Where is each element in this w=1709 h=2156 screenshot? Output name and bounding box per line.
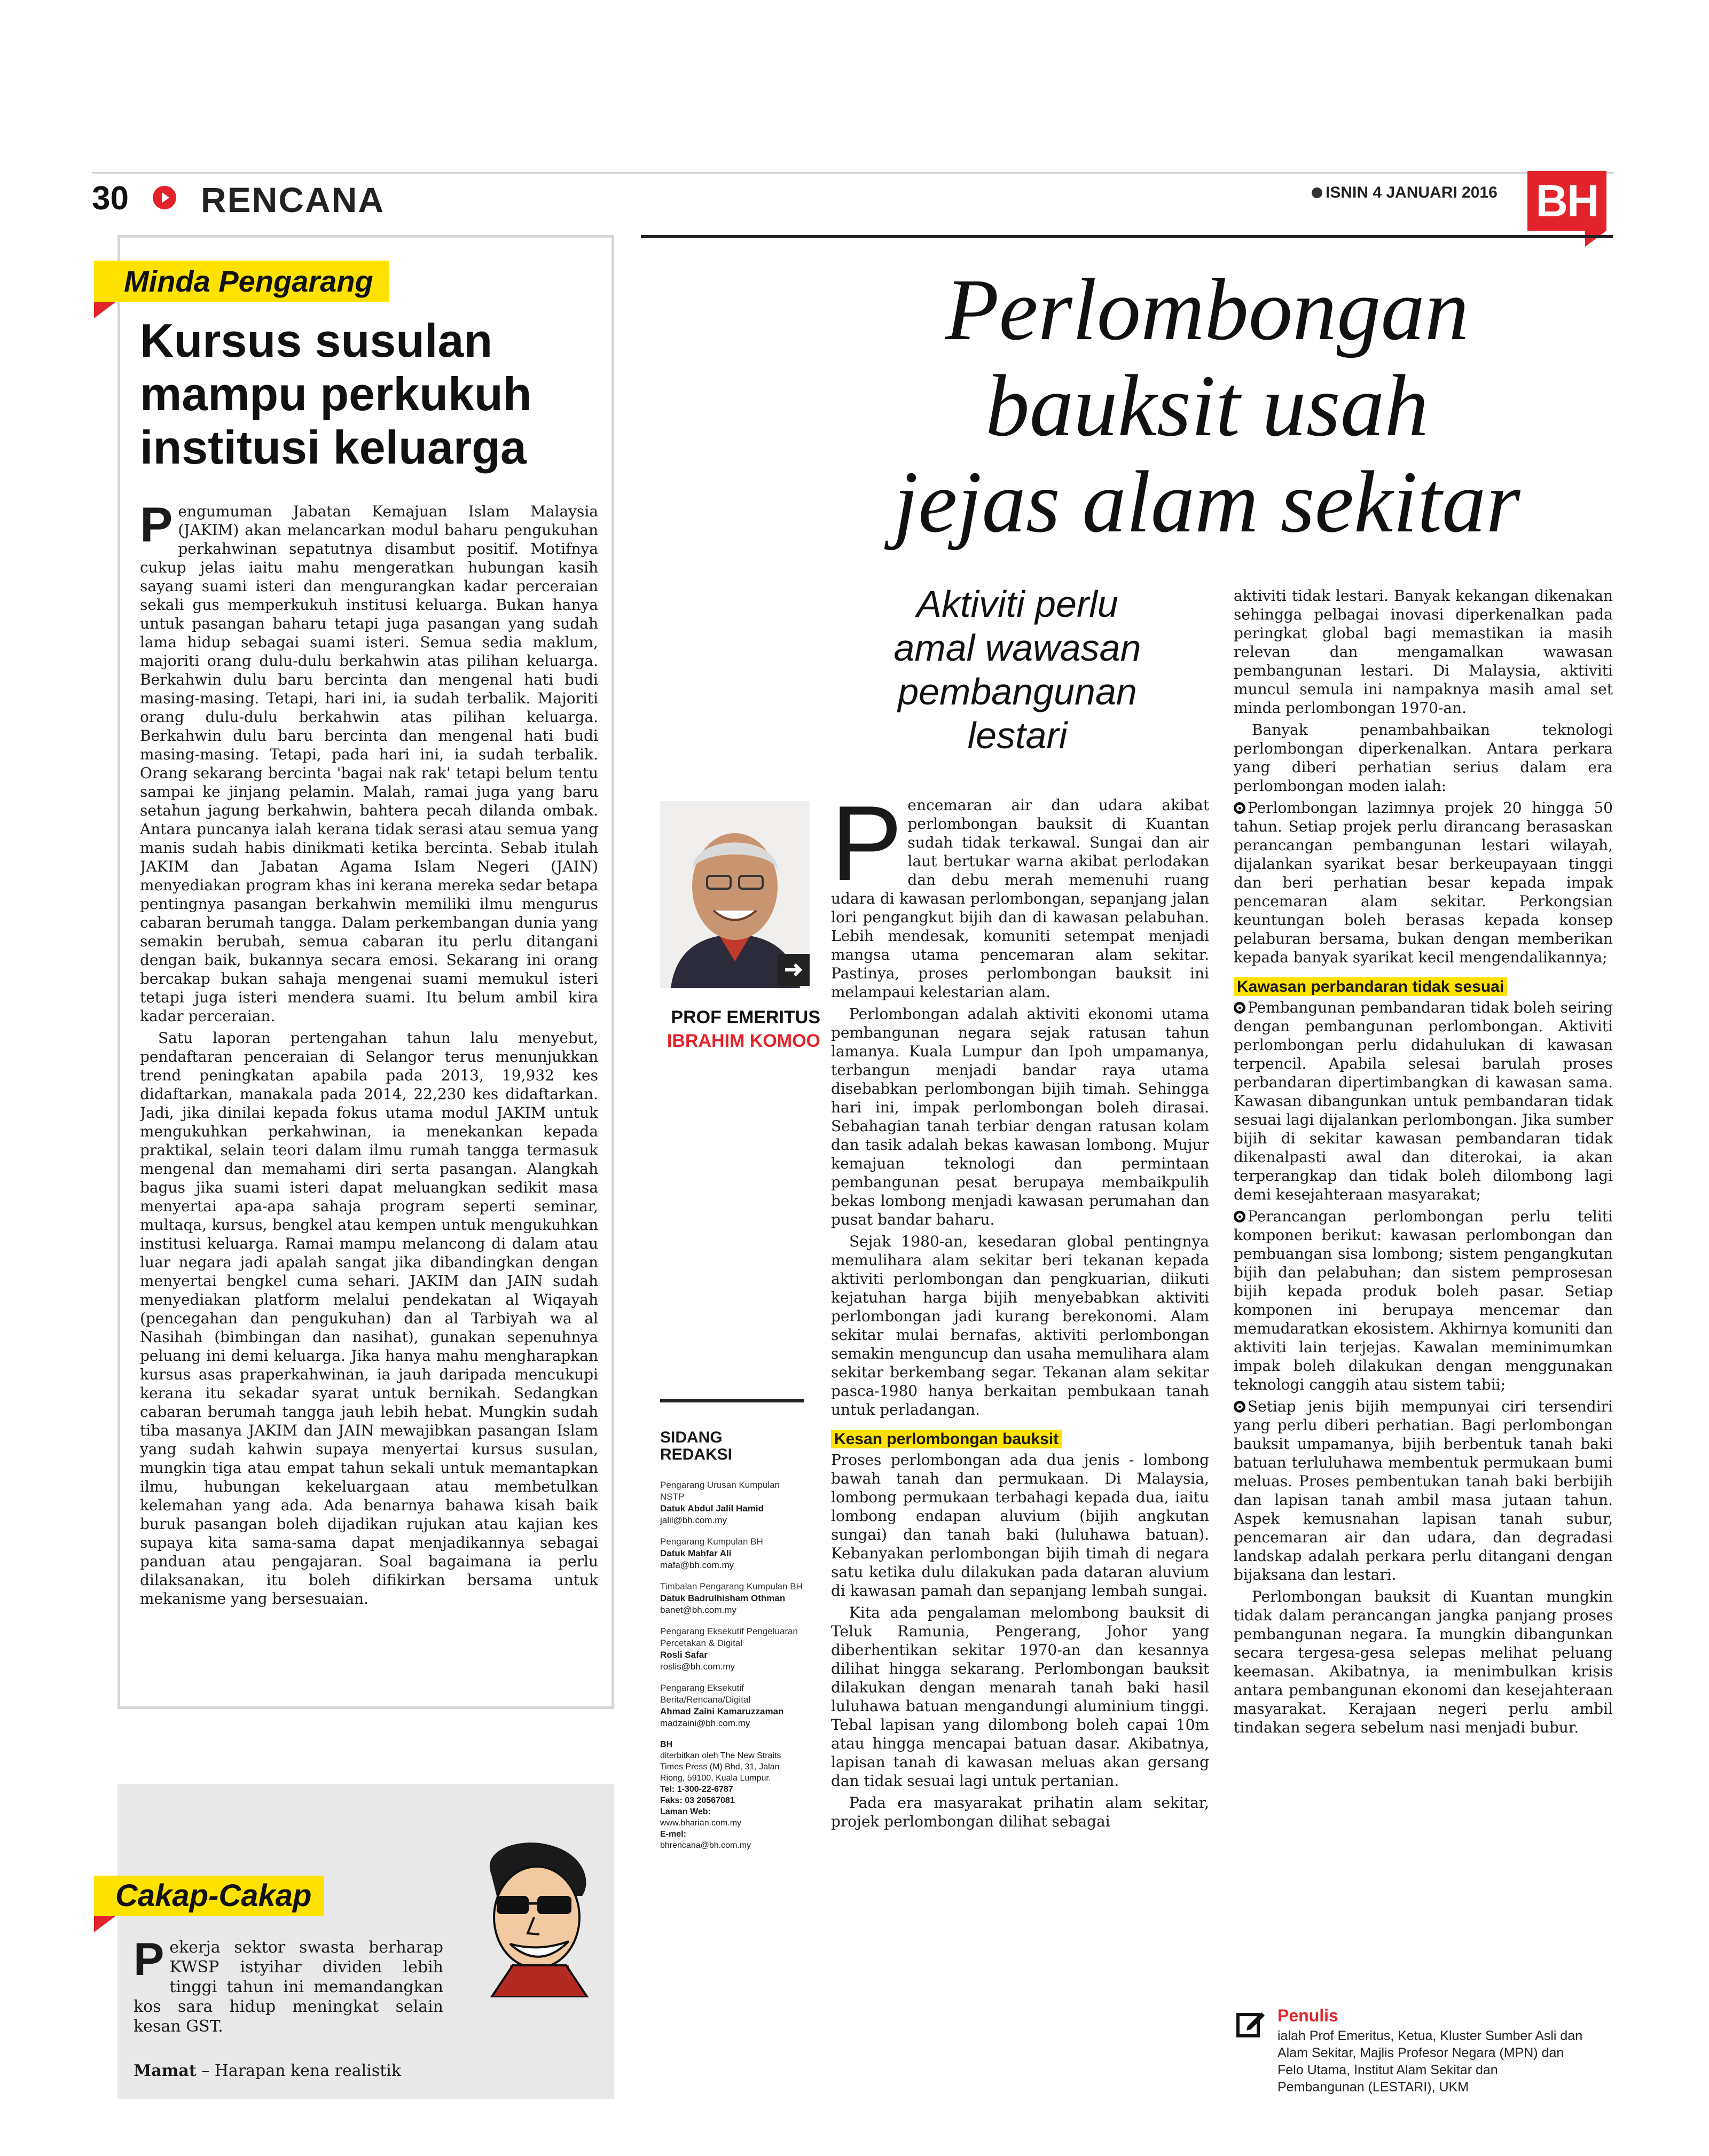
bullet-icon <box>1234 1002 1245 1014</box>
section-title: RENCANA <box>201 180 385 219</box>
cartoon-character-illustration <box>459 1837 603 1997</box>
standfirst-line: Aktiviti perlu <box>916 583 1118 625</box>
penulis-text: ialah Prof Emeritus, Ketua, Kluster Sumber Asli dan Alam Sekitar, Majlis Profesor Negara (MPN) dan Felo Utama, Institut Alam Sekitar dan Pembangunan (LESTARI), UKM <box>1277 2028 1583 2095</box>
issue-date: ISNIN 4 JANUARI 2016 <box>1326 184 1498 201</box>
editorial-body <box>140 502 598 1698</box>
tag-tail <box>94 1916 115 1932</box>
article-headline <box>833 262 1581 550</box>
sidang-member: Timbalan Pengarang Kumpulan BH Datuk Badrulhisham Othman banet@bh.com.my <box>660 1581 803 1615</box>
article-column-1 <box>831 796 1209 2104</box>
paragraph: Perlombongan bauksit di Kuantan mungkin tidak dalam perancangan jangka panjang proses pembangunan negara. Ia mungkin dibangunkan secara tergesa-gesa selepas melihat peluang keemasan. Akibatnya, ia menimbulkan krisis antara pembangunan ekonomi dan kesejahteraan masyarakat. Kerajaan negeri perlu ambil tindakan segera sebelum nasi menjadi bubur. <box>1234 1588 1613 1736</box>
dropcap: P <box>831 796 903 903</box>
tag-tail <box>94 302 115 318</box>
standfirst-line: lestari <box>967 715 1068 756</box>
cakap-text <box>134 1934 443 2036</box>
paragraph: aktiviti tidak lestari. Banyak kekangan dikenakan sehingga pelbagai inovasi diperkenalkan pada peringkat global bagi memastikan ia masih relevan dan mengamalkan wawasan pembangunan lestari. Di Malaysia, aktiviti muncul semula ini nampaknya masih amal set minda perlombongan 1970-an. <box>1234 587 1613 717</box>
headline-line: bauksit usah <box>985 357 1429 454</box>
bh-logo: BH <box>1527 171 1606 231</box>
paragraph: Satu laporan pertengahan tahun lalu menyebut, pendaftaran penceraian di Selangor terus menunjukkan trend peningkatan apabila pada 2013, 19,932 kes didaftarkan, manakala pada 2014, 22,230 kes didaftarkan. Jadi, jika dinilai kepada fokus utama modul JAKIM untuk mengukuhkan perkahwinan, ia menekankan kepada praktikal, selain teori dalam ilmu rumah tangga termasuk mengenal dan memahami diri serta pasangan. Alangkah bagus jika suami isteri dapat meluangkan sedikit masa menyertai apa-apa sahaja program seperti seminar, multaqa, kursus, bengkel atau kempen untuk mengukuhkan institusi keluarga. Ramai mampu melancong di dalam atau luar negara jadi apalah sangat jika dibandingkan dengan menyertai bengkel cuma sehari. JAKIM dan JAIN sudah menyediakan platform melalui pendekatan al Wiqayah (pencegahan dan pengukuhan) dan al Tarbiyah wa al Nasihah (bimbingan dan nasihat), gunakan sepenuhnya peluang ini demi keluarga. Jika hanya mahu mengharapkan kursus asas praperkahwinan, ia jauh daripada mencukupi kerana itu sekadar syarat untuk bernikah. Sedangkan cabaran berumah tangga jauh lebih hebat. Mungkin sudah tiba masanya JAKIM dan JAIN mewajibkan pasangan Islam yang sudah kahwin supaya menyertai kursus susulan, mungkin tiga atau empat tahun sekali untuk memantapkan ilmu, hubungan kekeluargaan atau membetulkan kelemahan yang ada. Ada benarnya bahawa kisah baik buruk pasangan boleh dijadikan rujukan atau kajian kes supaya kita sama-sama dapat menjadikannya sebagai panduan atau pengajaran. Soal bagaimana ia perlu dilaksanakan, itu boleh difikirkan bersama untuk mekanisme yang bersesuaian. <box>140 1029 598 1608</box>
sidang-member: Pengarang Eksekutif Pengeluaran Percetakan & Digital Rosli Safar roslis@bh.com.my <box>660 1626 798 1672</box>
cakap-tag: Cakap-Cakap <box>94 1876 324 1916</box>
paragraph: Banyak penambahbaikan teknologi perlombongan diperkenalkan. Antara perkara yang diberi perhatian serius dalam era perlombongan moden ialah: <box>1234 721 1613 795</box>
headline-line: jejas alam sekitar <box>893 453 1520 551</box>
dropcap: P <box>140 502 173 552</box>
bullet-paragraph: Pembangunan pembandaran tidak boleh seiring dengan pembangunan perlombongan. Aktiviti perlombongan perlu didahulukan di kawasan terpencil. Apabila selesai barulah proses perbandaran dipertimbangkan di kawasan sama. Kawasan dibangunkan untuk pembandaran tidak sesuai lagi dijalankan perlombongan. Jika sumber bijih di sekitar kawasan pembandaran tidak dikenalpasti awal dan diterokai, ia akan terperangkap dan tidak boleh dilombong lagi demi kesejahteraan masyarakat; <box>1234 999 1613 1203</box>
subheading: Kawasan perbandaran tidak sesuai <box>1234 977 1507 996</box>
paragraph: Pada era masyarakat prihatin alam sekitar, projek perlombongan dilihat sebagai <box>831 1794 1209 1830</box>
paragraph: encemaran air dan udara akibat perlombongan bauksit di Kuantan sudah tidak terkawal. Sungai dan air laut bertukar warna akibat perlodakan dan debu merah memenuhi ruang udara di kawasan perlombongan, sepanjang jalan lori pengangkut bijih dan di kawasan pelabuhan. Lebih mendesak, komuniti setempat menjadi mangsa utama pencemaran alam sekitar. Pastinya, proses perlombongan bauksit ini melampaui kelestarian alam. <box>831 796 1209 1001</box>
sidang-member: Pengarang Kumpulan BH Datuk Mahfar Ali mafa@bh.com.my <box>660 1536 763 1570</box>
paragraph: Kita ada pengalaman melombong bauksit di Teluk Ramunia, Pengerang, Johor yang diberhentikan sekitar 1970-an dan kesannya dilihat hingga sekarang. Perlombongan bauksit dilakukan dengan menarah tanah baki hasil luluhawa batuan mengandungi aluminium tinggi. Tebal lapisan yang dilombong boleh capai 10m atau hingga mencapai batuan dasar. Akibatnya, lapisan tanah di kawasan meluas akan gersang dan tidak sesuai lagi untuk pertanian. <box>831 1604 1209 1790</box>
paragraph: Perlombongan adalah aktiviti ekonomi utama pembangunan negara sejak ratusan tahun lamanya. Kuala Lumpur dan Ipoh umpamanya, terbangun menjadi bandar raya utama disebabkan perlombongan bijih timah. Sehingga hari ini, impak perlombongan boleh dirasai. Sebahagian tanah terbiar dengan ratusan kolam dan tasik adalah bekas kawasan lombong. Mujur kemajuan teknologi dan permintaan pembangunan pesat berupaya membaikpulih bekas lombong menjadi kawasan perumahan dan pusat bandar baharu. <box>831 1005 1209 1228</box>
arrow-right-box-icon[interactable] <box>778 954 810 986</box>
editorial-tag: Minda Pengarang <box>94 261 389 302</box>
cakap-quote: ekerja sektor swasta berharap KWSP istyihar dividen lebih tinggi tahun ini memandangkan kos sara hidup meningkat selain kesan GST. <box>134 1938 443 2036</box>
sidang-top-rule <box>660 1399 804 1402</box>
sidang-member: Pengarang Urusan Kumpulan NSTP Datuk Abdul Jalil Hamid jalil@bh.com.my <box>660 1480 780 1525</box>
dropcap: P <box>134 1934 164 1985</box>
cakap-reply: – Harapan kena realistik <box>201 2061 402 2080</box>
subheading: Kesan perlombongan bauksit <box>831 1430 1062 1448</box>
sidang-redaksi <box>660 1399 804 2104</box>
globe-icon <box>1312 187 1322 198</box>
bullet-paragraph: Perancangan perlombongan perlu teliti komponen berikut: kawasan perlombongan dan pembuangan sisa lombong; sistem pengangkutan bijih dan pelabuhan; dan sistem pemprosesan bijih kepada produk boleh pasar. Setiap komponen ini berupaya mencemar dan memudaratkan ekosistem. Akhirnya komuniti dan aktiviti lain terjejas. Kawalan meminimumkan impak boleh dilakukan dengan menggunakan teknologi canggih atau sistem tabii; <box>1234 1208 1613 1393</box>
bullet-icon <box>1234 1211 1245 1222</box>
author-name: IBRAHIM KOMOO <box>667 1031 820 1051</box>
bullet-paragraph: Perlombongan lazimnya projek 20 hingga 50 tahun. Setiap projek perlu dirancang berasaskan perancangan pembangunan lestari wilayah, dijalankan syarikat besar berkeupayaan tinggi dan beri perhatian besar kepada impak pencemaran alam sekitar. Perkongsian keuntungan boleh berasas kepada konsep pelaburan bersama, bukan dengan memberikan kepada banyak syarikat kecil mengendalikannya; <box>1234 799 1613 966</box>
standfirst-line: pembangunan <box>898 671 1137 712</box>
header-rule <box>92 172 1614 174</box>
bullet-icon <box>1234 1401 1245 1413</box>
cakap-speaker: Mamat <box>134 2061 197 2080</box>
article-top-rule <box>641 235 1613 238</box>
penulis-label: Penulis <box>1277 2006 1338 2025</box>
edit-pen-icon <box>1236 2008 1266 2038</box>
article-column-2 <box>1234 586 1613 2002</box>
sidang-member: Pengarang Eksekutif Berita/Rencana/Digital Ahmad Zaini Kamaruzzaman madzaini@bh.com.my <box>660 1683 784 1728</box>
article-standfirst <box>844 582 1191 757</box>
page-number: 30 <box>92 180 129 217</box>
standfirst-line: amal wawasan <box>893 627 1141 669</box>
paragraph: engumuman Jabatan Kemajuan Islam Malaysia (JAKIM) akan melancarkan modul baharu pengukuhan perkahwinan sepatutnya disambut positif. Motifnya cukup jelas iaitu mahu mengeratkan hubungan kasih sayang suami isteri dan mengurangkan kadar perceraian sekali gus memperkukuh institusi keluarga. Bukan hanya untuk pasangan baharu tetapi juga pasangan yang sudah lama hidup sebagai suami isteri. Semua sedia maklum, majoriti orang dulu-dulu berkahwin atas pilihan keluarga. Berkahwin dulu baru bercinta dan mengenal hati budi masing-masing. Tetapi, hari ini, ia sudah terbalik. Majoriti orang dulu-dulu berkahwin atas pilihan keluarga. Berkahwin dulu baru bercinta dan mengenal hati budi masing-masing. Tetapi, pada hari ini, ia sudah terbalik. Orang sekarang bercinta 'bagai nak rak' tetapi belum tentu sampai ke jinjang pelamin. Malah, ramai juga yang baru setahun jagung berkahwin, bahtera pecah dilanda ombak. Antara puncanya ialah kerana tidak serasi atau semua yang manis sudah habis dinikmati ketika bercinta. Sebab itulah JAKIM dan Jabatan Agama Islam Negeri (JAIN) menyediakan program khas ini kerana mereka sedar betapa pentingnya pasangan berkahwin memiliki ilmu mengurus cabaran berumah tangga. Dalam perkembangan dunia yang semakin berubah, semua cabaran itu perlu ditangani dengan baik, bukannya secara emosi. Sekarang ini orang bercakap bukan sahaja mengenai suami memukul isteri tetapi juga isteri mendera suami. Itu belum ambil kira kadar perceraian. <box>140 503 598 1025</box>
paragraph: Sejak 1980-an, kesedaran global pentingnya memulihara alam sekitar beri tekanan kepada aktiviti perlombongan dan pengkuarian, diikuti kejatuhan harga bijih menyebabkan aktiviti perlombongan jadi kurang berekonomi. Alam sekitar mulai bernafas, aktiviti perlombongan semakin menguncup dan usaha memulihara alam sekitar berkembang segar. Tekanan alam sekitar pasca-1980 hanya berkaitan pembukaan tanah untuk perladangan. <box>831 1233 1209 1418</box>
cakap-signoff <box>134 2061 454 2080</box>
sidang-title: SIDANG REDAKSI <box>660 1429 733 1463</box>
bullet-paragraph: Setiap jenis bijih mempunyai ciri tersendiri yang perlu diberi perhatian. Bagi perlombongan bauksit umpamanya, bijih berbentuk tanah baki batuan terluluhawa membentuk permukaan bumi meluas. Proses pembentukan tanah baki berbijih dan lapisan tanah ambil masa jutaan tahun. Aspek kemusnahan lapisan tanah subur, pencemaran air dan udara, dan degradasi landskap adalah perkara perlu ditangani dengan bijaksana dan lestari. <box>1234 1398 1613 1583</box>
bullet-icon <box>1234 802 1245 814</box>
author-title: PROF EMERITUS <box>671 1007 820 1028</box>
sidang-publisher: BH diterbitkan oleh The New Straits Times Press (M) Bhd, 31, Jalan Riong, 59100, Kuala Lumpur. Tel: 1-300-22-6787 Faks: 03 20567081 Laman Web: www.bharian.com.my E-mel: bhrencana@bh.com.my <box>660 1740 781 1850</box>
headline-line: Perlombongan <box>945 261 1469 358</box>
logo-tail <box>1585 231 1606 247</box>
paragraph: Proses perlombongan ada dua jenis - lombong bawah tanah dan permukaan. Di Malaysia, lombong permukaan terbahagi kepada dua, iaitu lombong endapan aluvium (bijih angkutan sungai) dan tanah baki (luluhawa batuan). Kebanyakan perlombongan bijih timah di negara satu ketika dulu dilakukan pada dataran aluvium di kawasan pamah dan sepanjang lembah sungai. <box>831 1451 1209 1600</box>
arrow-right-icon <box>153 186 176 209</box>
editorial-headline: Kursus susulan mampu perkukuh institusi keluarga <box>140 314 532 474</box>
